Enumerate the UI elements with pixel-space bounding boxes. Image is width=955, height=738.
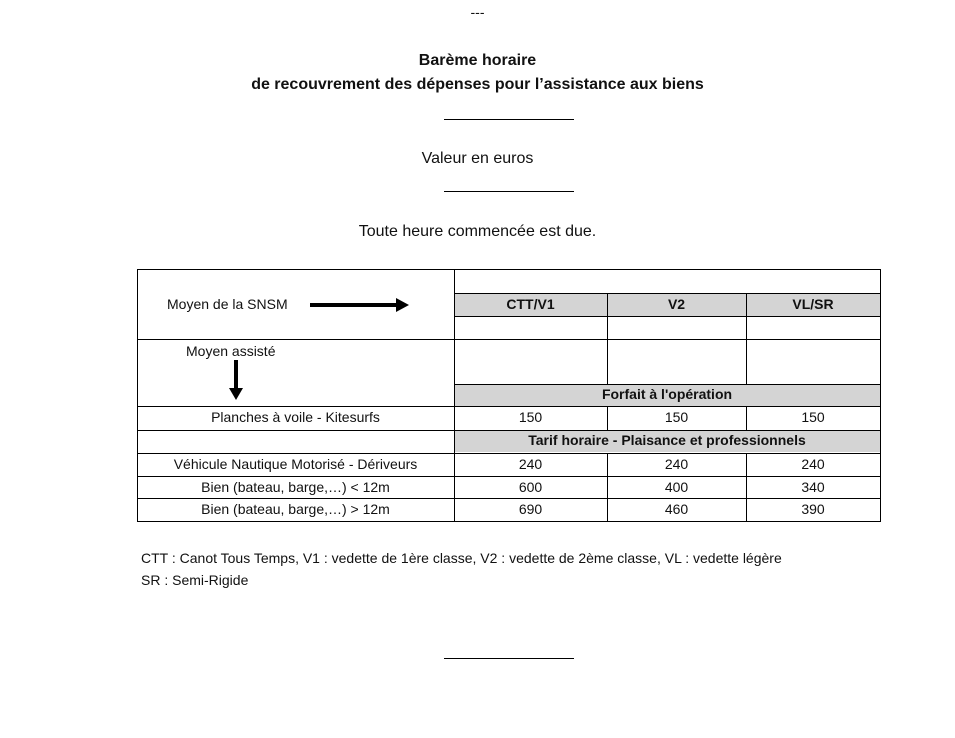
grid-line — [137, 430, 881, 431]
grid-line — [137, 498, 881, 499]
grid-line — [454, 384, 881, 385]
tarif-row-label-large: Bien (bateau, barge,…) > 12m — [201, 501, 390, 517]
tarif-value-large-v2: 460 — [664, 501, 689, 517]
grid-line — [607, 406, 608, 430]
tarif-value-small-vl-sr: 340 — [801, 479, 825, 495]
grid-line — [137, 339, 881, 340]
tarif-row-label-vnm: Véhicule Nautique Motorisé - Dériveurs — [173, 456, 418, 472]
footer-divider — [444, 658, 574, 659]
grid-line — [137, 453, 881, 454]
grid-line — [746, 406, 747, 430]
grid-line — [746, 453, 747, 522]
grid-line — [137, 406, 881, 407]
tarif-value-vnm-ctt-v1: 240 — [518, 456, 543, 472]
grid-line — [137, 521, 881, 522]
tarif-value-large-ctt-v1: 690 — [518, 501, 543, 517]
note-line-1: CTT : Canot Tous Temps, V1 : vedette de 1ère classe, V2 : vedette de 2ème classe, VL : vedette légère — [141, 550, 782, 566]
tarif-row-label-small: Bien (bateau, barge,…) < 12m — [201, 479, 390, 495]
grid-line — [607, 453, 608, 522]
grid-line — [137, 269, 138, 522]
forfait-value-ctt-v1: 150 — [518, 409, 543, 425]
tarif-value-vnm-v2: 240 — [664, 456, 689, 472]
column-header-v2: V2 — [607, 294, 746, 316]
valeur-en-euros: Valeur en euros — [421, 150, 534, 167]
tarif-value-large-vl-sr: 390 — [801, 501, 825, 517]
tarif-header: Tarif horaire - Plaisance et professionnels — [454, 430, 880, 452]
arrow-right-icon — [310, 297, 410, 313]
grid-line — [880, 269, 881, 522]
grid-line — [137, 269, 881, 270]
rule-statement: Toute heure commencée est due. — [358, 223, 597, 240]
tarif-value-vnm-vl-sr: 240 — [801, 456, 825, 472]
row-label-moyen-assiste: Moyen assisté — [186, 343, 276, 359]
tarif-value-small-v2: 400 — [664, 479, 689, 495]
note-line-2: SR : Semi-Rigide — [141, 572, 249, 588]
row-label-moyen-snsm: Moyen de la SNSM — [167, 296, 288, 312]
grid-line — [454, 293, 881, 294]
forfait-value-vl-sr: 150 — [801, 409, 825, 425]
column-header-vl-sr: VL/SR — [746, 294, 880, 316]
forfait-header: Forfait à l'opération — [454, 384, 880, 406]
header-dashes: --- — [470, 4, 485, 20]
legend-notes — [141, 547, 782, 591]
title-line-1: Barème horaire — [418, 52, 537, 69]
tarif-value-small-ctt-v1: 600 — [518, 479, 543, 495]
column-header-ctt-v1: CTT/V1 — [454, 294, 607, 316]
forfait-value-v2: 150 — [664, 409, 689, 425]
grid-line — [137, 476, 881, 477]
grid-line — [454, 316, 881, 317]
forfait-row-label: Planches à voile - Kitesurfs — [211, 409, 380, 425]
grid-line — [454, 269, 455, 522]
title-line-2: de recouvrement des dépenses pour l’assistance aux biens — [251, 76, 704, 93]
arrow-down-icon — [228, 360, 244, 400]
